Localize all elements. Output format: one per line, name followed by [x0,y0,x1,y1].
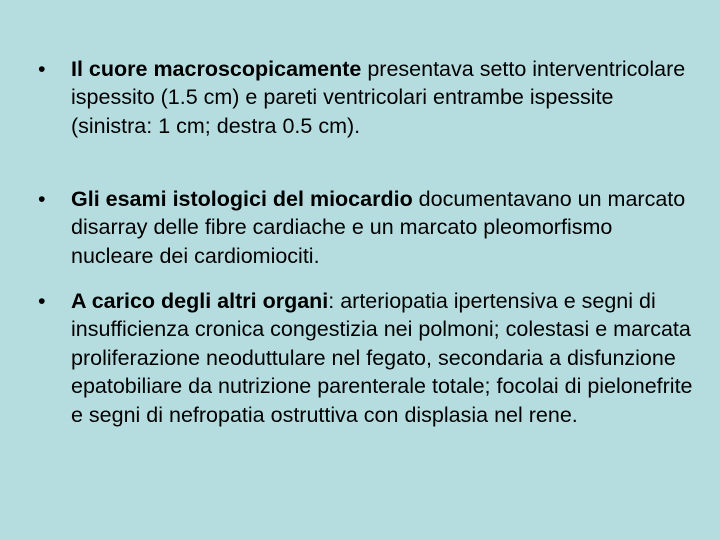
bullet-dot-icon: • [38,289,46,313]
bullet-bold-lead: A carico degli altri organi [71,289,329,313]
bullet-body: : arteriopatia ipertensiva e segni di insufficienza cronica congestizia nei polmoni; colestasi e marcata proliferazione neoduttulare nel fegato, secondaria a disfunzione epatobiliare da nutrizione parenterale totale; focolai di pielonefrite e segni di nefropatia ostruttiva con displasia nel rene. [71,289,693,427]
bullet-body: documentavano un marcato disarray delle fibre cardiache e un marcato pleomorfismo nucleare dei cardiomiociti. [71,187,686,268]
bullet-body: presentava setto interventricolare ispessito (1.5 cm) e pareti ventricolari entrambe ispessite (sinistra: 1 cm; destra 0.5 cm). [71,57,686,138]
bullet-bold-lead: Il cuore macroscopicamente [71,57,362,81]
bullet-text [71,185,693,270]
bullet-text [71,55,693,140]
bullet-text [71,287,693,429]
bullet-dot-icon: • [38,57,46,81]
bullet-bold-lead: Gli esami istologici del miocardio [71,187,413,211]
bullet-dot-icon: • [38,187,46,211]
